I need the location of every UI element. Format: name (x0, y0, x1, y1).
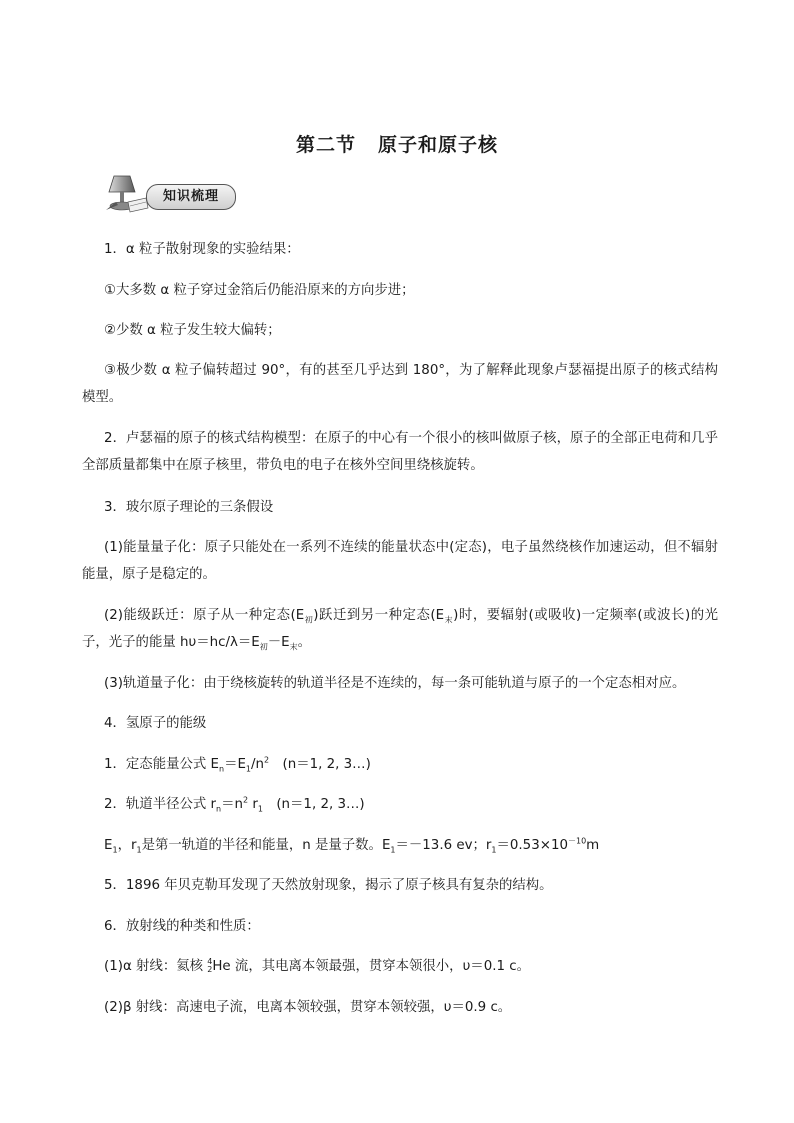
paragraph-1: 1．α 粒子散射现象的实验结果： (104, 242, 300, 257)
paragraph-3b: (2)能级跃迁：原子从一种定态$(E_初)$跃迁到另一种定态$(E_末)$时，要辐射(或吸收)一定频率(或波长)的光子，光子的能量 $h\upsilon=hc/\lambda=E_初-E_末$。 (82, 608, 719, 652)
energy-formula: 1．定态能量公式 $E_n=E_1/n^2$ (n＝1, 2, 3…) (104, 755, 371, 774)
alpha-ray: (1)α 射线：氦核 4 2 He 流，其电离本领最强，贯穿本领很小，υ＝0.1 c。 (104, 957, 531, 974)
paragraph-3: 3．玻尔原子理论的三条假设 (104, 500, 274, 515)
ground-state-values: $E_1$，$r_1$是第一轨道的半径和能量，n 是量子数。$E_1=-13.6$ ev；$r_1=0.53\times 10^{-10}m$ (104, 836, 600, 855)
paragraph-2: 2．卢瑟福的原子的核式结构模型：在原子的中心有一个很小的核叫做原子核，原子的全部正电荷和几乎全部质量都集中在原子核里，带负电的电子在核外空间里绕核旋转。 (82, 431, 718, 473)
section-header (102, 172, 242, 216)
page-title (0, 130, 794, 157)
section-label: 知识梳理 (146, 184, 236, 210)
paragraph-3c: (3)轨道量子化：由于绕核旋转的轨道半径是不连续的，每一条可能轨道与原子的一个定态相对应。 (104, 676, 686, 691)
paragraph-1a: ①大多数 α 粒子穿过金箔后仍能沿原来的方向步进； (104, 283, 415, 298)
beta-ray: (2)β 射线：高速电子流，电离本领较强，贯穿本领较强，υ＝0.9 c。 (104, 1000, 512, 1015)
radius-formula: 2．轨道半径公式 $r_n=n^2$ $r_1$ (n＝1, 2, 3…) (104, 795, 365, 814)
title-part1: 第二节 (295, 134, 356, 156)
paragraph-6: 6．放射线的种类和性质： (104, 919, 260, 934)
paragraph-5: 5．1896 年贝克勒耳发现了天然放射现象，揭示了原子核具有复杂的结构。 (104, 878, 553, 893)
title-part2: 原子和原子核 (378, 134, 499, 156)
paragraph-1c: ③极少数 α 粒子偏转超过 90°，有的甚至几乎达到 180°，为了解释此现象卢瑟福提出原子的核式结构模型。 (82, 363, 718, 405)
paragraph-1b: ②少数 α 粒子发生较大偏转； (104, 323, 281, 338)
paragraph-4: 4．氢原子的能级 (104, 716, 207, 731)
lamp-book-icon (102, 172, 152, 216)
paragraph-3a: (1)能量量子化：原子只能处在一系列不连续的能量状态中(定态)，电子虽然绕核作加速运动，但不辐射能量，原子是稳定的。 (82, 540, 718, 582)
